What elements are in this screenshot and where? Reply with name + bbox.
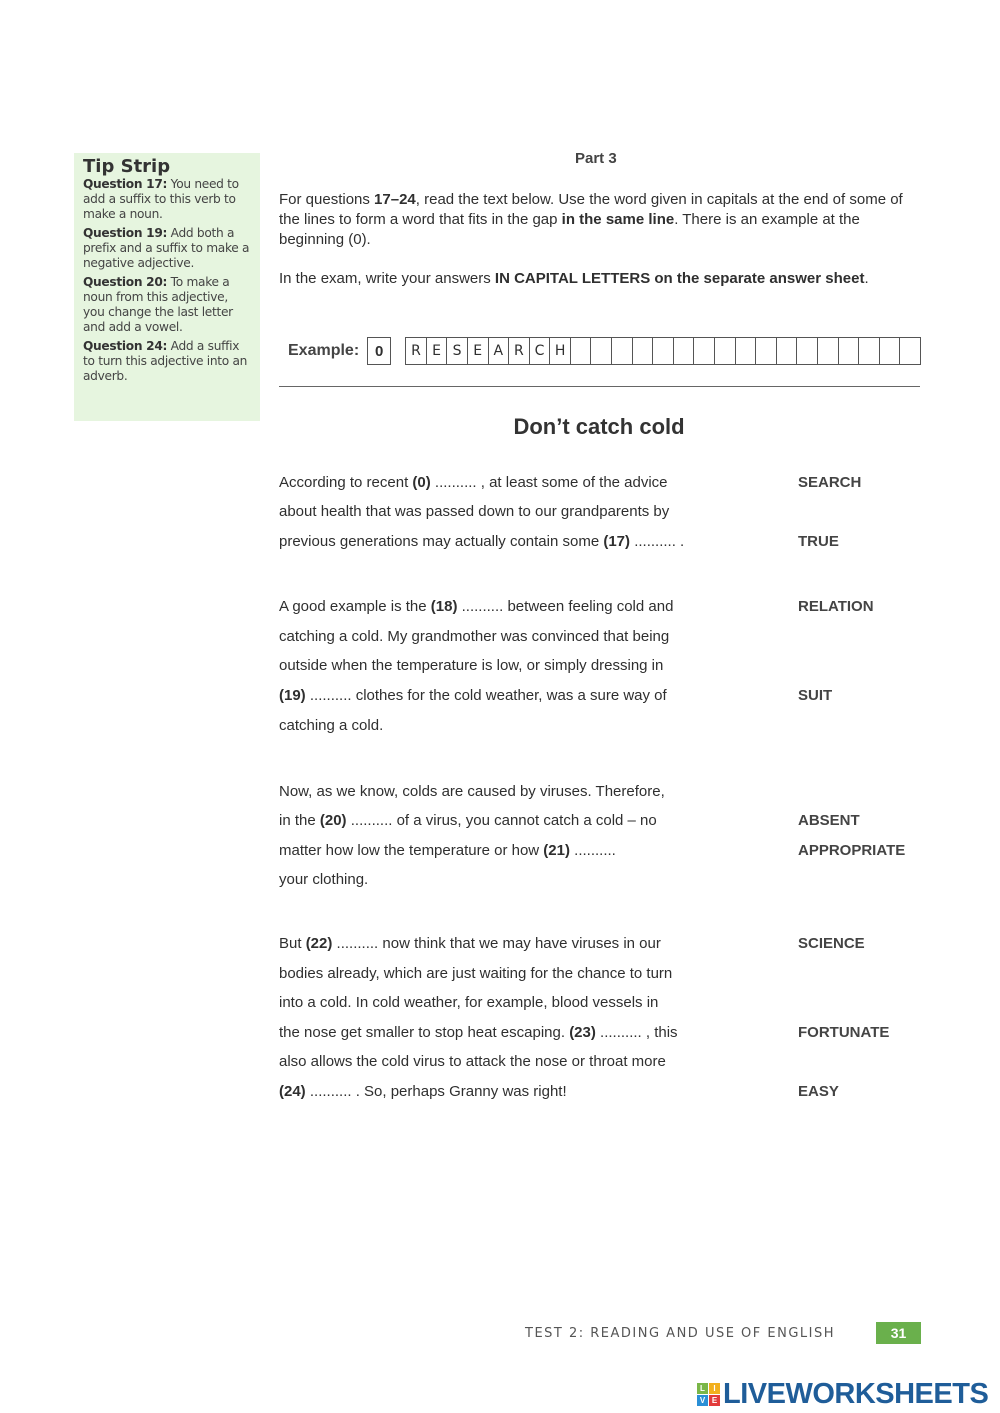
tip-20 — [83, 275, 251, 335]
text: .......... now think that we may have viruses in our — [332, 935, 661, 952]
text: According to recent — [279, 474, 413, 491]
letter-box — [674, 338, 695, 364]
text-line — [279, 657, 663, 674]
gap-number: (20) — [319, 812, 347, 829]
keyword: TRUE — [798, 533, 839, 550]
letter-box — [880, 338, 901, 364]
keyword: SUIT — [798, 687, 833, 704]
letter-box — [591, 338, 612, 364]
tip-text: You need to add a suffix to this verb to make a noun. — [83, 177, 239, 221]
text-title: Don’t catch cold — [513, 414, 685, 439]
letter-box — [797, 338, 818, 364]
text: bodies already, which are just waiting for the chance to turn — [279, 965, 673, 982]
text-line — [279, 1083, 567, 1100]
gap-number: (22) — [305, 935, 333, 952]
divider — [279, 386, 920, 387]
text: .......... . — [630, 533, 685, 550]
letter-box: E — [468, 338, 489, 364]
text: .......... , this — [595, 1024, 678, 1041]
keyword: ABSENT — [798, 812, 860, 829]
tip-label: Question 19: — [83, 226, 168, 240]
tip-text: To make a noun from this adjective, you change the last letter and add a vowel. — [83, 275, 233, 334]
gap-number: (24) — [279, 1083, 306, 1100]
text: . There is an example at the beginning (0). — [279, 211, 860, 248]
gap-number: (17) — [603, 533, 631, 550]
text: A good example is the — [279, 598, 431, 615]
letter-box — [715, 338, 736, 364]
gap-number: (21) — [543, 842, 570, 859]
text: in the same line — [561, 211, 675, 228]
letter-box — [571, 338, 592, 364]
text-line — [279, 474, 668, 491]
text-line — [279, 994, 658, 1011]
text: IN CAPITAL LETTERS on the separate answer sheet — [494, 270, 865, 287]
text: .......... , at least some of the advice — [430, 474, 668, 491]
keyword: APPROPRIATE — [798, 842, 906, 859]
tip-label: Question 20: — [83, 275, 168, 289]
example-label: Example: — [288, 342, 360, 359]
letter-box — [694, 338, 715, 364]
keyword: EASY — [798, 1083, 839, 1100]
gap-number: (19) — [279, 687, 306, 704]
text: about health that was passed down to our grandparents by — [279, 503, 670, 520]
page-number: 31 — [876, 1322, 921, 1344]
text: in the — [279, 812, 320, 829]
text: matter how low the temperature or how — [279, 842, 544, 859]
text-line — [279, 503, 669, 520]
gap-number: (18) — [430, 598, 458, 615]
keyword: SEARCH — [798, 474, 862, 491]
letter-box — [633, 338, 654, 364]
tip-text: Add a suffix to turn this adjective into an adverb. — [83, 339, 248, 383]
text-line — [279, 717, 383, 734]
tip-strip-title: Tip Strip — [83, 156, 171, 177]
part-heading: Part 3 — [575, 150, 617, 167]
letter-box — [653, 338, 674, 364]
text-line — [279, 842, 616, 859]
letter-box — [612, 338, 633, 364]
text: 17–24 — [374, 191, 416, 208]
letter-box: C — [530, 338, 551, 364]
footer-section: TEST 2: READING AND USE OF ENGLISH — [525, 1326, 836, 1341]
text: .......... . So, perhaps Granny was right! — [305, 1083, 567, 1100]
letter-box — [839, 338, 860, 364]
letter-box: H — [550, 338, 571, 364]
text-line — [279, 935, 661, 952]
text: outside when the temperature is low, or simply dressing in — [279, 657, 664, 674]
example-number-box: 0 — [367, 337, 391, 365]
tip-24 — [83, 339, 251, 384]
text: catching a cold. — [279, 717, 384, 734]
letter-box — [777, 338, 798, 364]
text-line — [279, 628, 669, 645]
letter-box — [756, 338, 777, 364]
letter-box — [736, 338, 757, 364]
tip-19 — [83, 226, 251, 271]
text: , read the text below. Use the word given in capitals at the end of some of the lines to form a word that fits in the gap — [279, 191, 903, 228]
text-line — [279, 1024, 678, 1041]
answer-letter-boxes — [405, 337, 921, 365]
text: But — [279, 935, 306, 952]
text: For questions — [279, 191, 375, 208]
text-line — [279, 965, 672, 982]
letter-box — [859, 338, 880, 364]
tip-strip — [74, 153, 260, 421]
text: .......... clothes for the cold weather, was a sure way of — [305, 687, 667, 704]
letter-box: S — [447, 338, 468, 364]
logo-icon: L I V E — [697, 1383, 720, 1406]
text: previous generations may actually contain some — [279, 533, 604, 550]
keyword: FORTUNATE — [798, 1024, 890, 1041]
tip-label: Question 17: — [83, 177, 168, 191]
letter-box — [900, 338, 920, 364]
text: your clothing. — [279, 871, 369, 888]
text: .......... — [569, 842, 616, 859]
letter-box: R — [509, 338, 530, 364]
text: catching a cold. My grandmother was convinced that being — [279, 628, 670, 645]
gap-number: (23) — [569, 1024, 596, 1041]
text: In the exam, write your answers — [279, 270, 495, 287]
letter-box: A — [489, 338, 510, 364]
liveworksheets-logo — [697, 1378, 988, 1411]
instructions-para-2 — [279, 269, 919, 289]
tip-text: Add both a prefix and a suffix to make a negative adjective. — [83, 226, 250, 270]
gap-number: (0) — [412, 474, 431, 491]
text-line — [279, 598, 673, 615]
text-line — [279, 533, 684, 550]
text-line — [279, 871, 368, 888]
logo-text: LIVEWORKSHEETS — [723, 1378, 989, 1410]
instructions-para-1 — [279, 190, 919, 250]
text: into a cold. In cold weather, for example, blood vessels in — [279, 994, 659, 1011]
text: .......... of a virus, you cannot catch a cold – no — [346, 812, 657, 829]
letter-box: E — [427, 338, 448, 364]
tip-17 — [83, 177, 251, 222]
text: . — [864, 270, 869, 287]
keyword: SCIENCE — [798, 935, 865, 952]
letter-box: R — [406, 338, 427, 364]
text-line — [279, 812, 657, 829]
example-answer — [288, 337, 921, 365]
keyword: RELATION — [798, 598, 874, 615]
letter-box — [818, 338, 839, 364]
text-line — [279, 1053, 666, 1070]
text: Now, as we know, colds are caused by viruses. Therefore, — [279, 783, 665, 800]
text: also allows the cold virus to attack the nose or throat more — [279, 1053, 666, 1070]
text-line — [279, 783, 665, 800]
text: the nose get smaller to stop heat escaping. — [279, 1024, 570, 1041]
tip-label: Question 24: — [83, 339, 168, 353]
text-line — [279, 687, 667, 704]
text: .......... between feeling cold and — [457, 598, 674, 615]
